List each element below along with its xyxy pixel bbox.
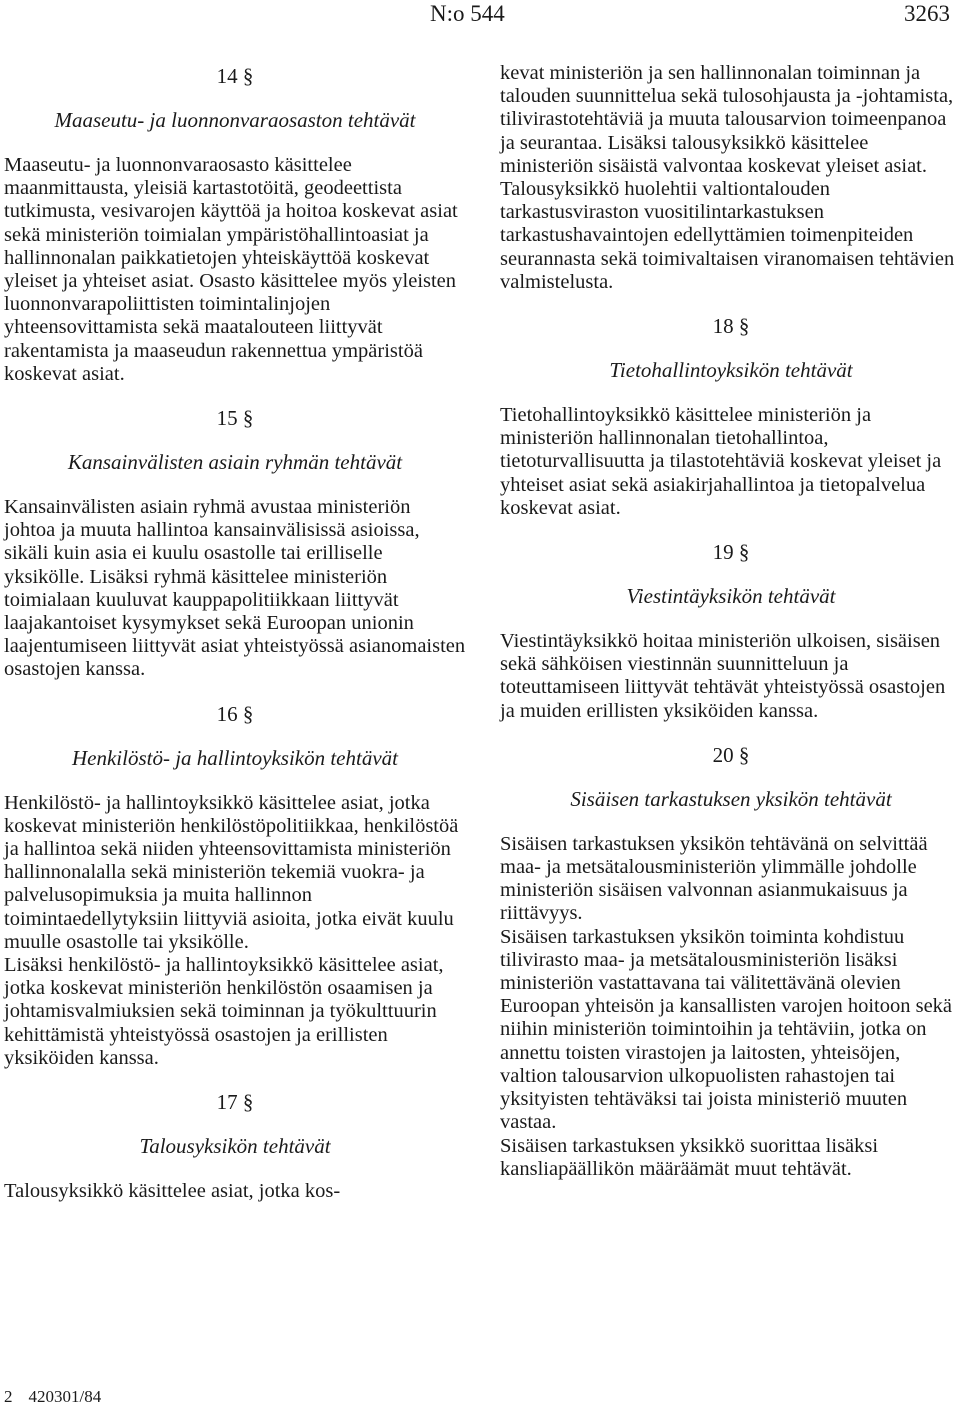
section-17-paragraph-2: Talousyksikkö huolehtii valtiontalouden tarkastusviraston vuositilintarkastuksen tarkastushavaintojen edellyttämien toimenpiteiden seurannasta sekä toimivaltaisen viranomaisen tehtävien valmistelusta. (500, 178, 955, 293)
section-20-number: 20 § (712, 742, 750, 767)
footer-sheet-number: 2 (4, 1387, 13, 1406)
section-20-paragraph-2: Sisäisen tarkastuksen yksikön toiminta kohdistuu tilivirasto maa- ja metsätalousministeriön lisäksi ministeriön vastattavana tai välitettävänä olevien Euroopan yhteisön ja kansallisten varojen hoitoon sekä niihin ministeriön toimintoihin ja tehtäviin, jotka on annettu toisten virastojen ja laitosten, yhteisöjen, valtion talousarvion ulkopuolisten rahastojen tai yksityisten tehtäväksi tai joista ministeriö muuten vastaa. (500, 925, 953, 1134)
section-15-title: Kansainvälisten asiain ryhmän tehtävät (67, 450, 403, 475)
footer-print-code: 420301/84 (28, 1387, 102, 1406)
section-14-title: Maaseutu- ja luonnonvaraosaston tehtävät (54, 108, 416, 132)
section-15-paragraph: Kansainvälisten asiain ryhmä avustaa ministeriön johtoa ja muuta hallintoa kansainvälisissä asioissa, sikäli kuin asia ei kuulu osastolle tai erilliselle yksikölle. Lisäksi ryhmä käsittelee ministeriön toimialaan kuuluvat kauppapolitiikkaan liittyvät laajakantoiset kysymykset sekä Euroopan unionin laajentumiseen liittyvät asiat yhteistyössä asianomaisten osastojen kanssa. (4, 496, 466, 681)
section-18-title: Tietohallintoyksikön tehtävät (609, 358, 853, 383)
right-column (500, 62, 960, 1181)
section-16-paragraph-2: Lisäksi henkilöstö- ja hallintoyksikkö käsittelee asiat, jotka koskevat ministeriön henkilöstön osaamisen ja johtamisvalmiuksien sekä toiminnan ja työkulttuurin kehittämistä yhteistyössä osastojen ja erillisten yksiköiden kanssa. (4, 954, 444, 1069)
print-footer (4, 1387, 101, 1407)
section-20-paragraph-1: Sisäisen tarkastuksen yksikön tehtävänä on selvittää maa- ja metsätalousministeriön ylimmälle johdolle ministeriön sisäisen valvonnan asianmukaisuus ja riittävyys. (500, 832, 928, 925)
section-19-paragraph: Viestintäyksikkö hoitaa ministeriön ulkoisen, sisäisen sekä sähköisen viestinnän suunnitteluun ja toteuttamiseen liittyvät tehtävät yhteistyössä osastojen ja muiden erillisten yksiköiden kanssa. (500, 630, 946, 722)
section-17-paragraph-continued: kevat ministeriön ja sen hallinnonalan toiminnan ja talouden suunnittelua sekä tulosohjausta ja -johtamista, tilivirastotehtäviä ja muuta talousarvion toimeenpanoa ja seurantaa. Lisäksi talousyksikkö käsittelee ministeriön sisäistä valvontaa koskevat yleiset asiat. (500, 62, 954, 177)
section-17-number: 17 § (216, 1090, 254, 1115)
section-16-number: 16 § (216, 701, 254, 726)
left-column (4, 62, 466, 1203)
section-17-paragraph-start: Talousyksikkö käsittelee asiat, jotka kos- (4, 1180, 341, 1203)
section-18-paragraph: Tietohallintoyksikkö käsittelee ministeriön ja ministeriön hallinnonalan tietohallintoa, tietoturvallisuutta ja tilastotehtäviä koskevat yleiset ja yhteiset asiat sekä asiakirjahallintoa ja tietopalvelua koskevat asiat. (500, 404, 942, 519)
section-19-number: 19 § (712, 540, 750, 565)
section-20-title: Sisäisen tarkastuksen yksikön tehtävät (570, 786, 892, 811)
section-20-paragraph-3: Sisäisen tarkastuksen yksikkö suorittaa lisäksi kansliapäällikön määräämät muut tehtävät. (500, 1134, 879, 1180)
section-18-number: 18 § (712, 314, 750, 339)
section-15-number: 15 § (216, 406, 254, 431)
statute-number: N:o 544 (430, 1, 505, 26)
section-16-paragraph-1: Henkilöstö- ja hallintoyksikkö käsittelee asiat, jotka koskevat ministeriön henkilöstöpolitiikkaa, henkilöstöä ja hallintoa sekä niiden yhteensovittamista ministeriön hallinnonalalla sekä ministeriön tekemiä vuokra- ja palvelusopimuksia ja muita hallinnon toimintaedellytyksiin liittyviä asioita, jotka eivät kuulu muulle osastolle tai yksikölle. (4, 791, 459, 953)
section-16-title: Henkilöstö- ja hallintoyksikön tehtävät (71, 745, 398, 770)
section-14-paragraph: Maaseutu- ja luonnonvaraosasto käsittelee maanmittausta, yleisiä kartastotöitä, geodeettista tutkimusta, vesivarojen käyttöä ja hoitoa koskevat asiat sekä ministeriön toimialan ympäristöhallintoasiat ja hallinnonalan paikkatietojen yhteiskäyttöä koskevat yleiset ja yhteiset asiat. Osasto käsittelee myös yleisten luonnonvarapoliittisten toimintalinjojen yhteensovittamista sekä maatalouteen liittyvät rakentamista ja maaseudun rakennettua ympäristöä koskevat asiat. (4, 154, 458, 385)
section-14-number: 14 § (216, 64, 254, 88)
section-19-title: Viestintäyksikön tehtävät (626, 584, 836, 609)
section-17-title: Talousyksikön tehtävät (139, 1134, 331, 1159)
page-number: 3263 (904, 1, 950, 26)
